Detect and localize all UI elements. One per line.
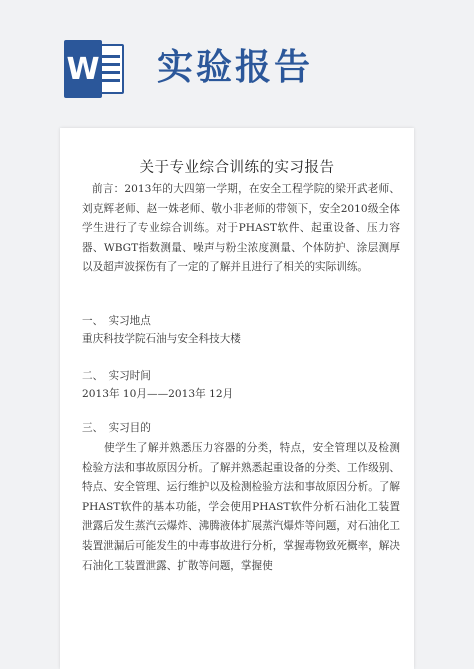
- section-content-time: 2013年 10月——2013年 12月: [82, 388, 234, 400]
- intro-paragraph: 前言：2013年的大四第一学期，在安全工程学院的梁开武老师、刘克辉老师、赵一姝老师、敬小非老师的带领下，安全2010级全体学生进行了专业综合训练。对于PHAST软件、起重设备、压力容器、WBGT指数测量、噪声与粉尘浓度测量、个体防护、涂层测厚以及超声波探伤有了一定的了解并且进行了相关的实际训练。: [82, 183, 400, 274]
- section-heading-location: 一、 实习地点: [82, 315, 151, 327]
- section-content-purpose: 使学生了解并熟悉压力容器的分类，特点，安全管理以及检测检验方法和事故原因分析。了解并熟悉起重设备的分类、工作级别、特点、安全管理、运行维护以及检测检验方法和事故原因分析。了解PHAST软件的基本功能，学会使用PHAST软件分析石油化工装置泄露后发生蒸汽云爆炸、沸腾液体扩展蒸汽爆炸等问题，对石油化工装置泄漏后可能发生的中毒事故进行分析，掌握毒物致死概率，解决石油化工装置泄露、扩散等问题，掌握使: [82, 442, 400, 572]
- document-page: [60, 128, 414, 669]
- word-logo-icon: [64, 40, 126, 98]
- section-heading-time: 二、 实习时间: [82, 370, 151, 382]
- banner-title: 实验报告: [157, 47, 314, 88]
- banner: [0, 0, 474, 118]
- section-content-location: 重庆科技学院石油与安全科技大楼: [82, 333, 241, 345]
- word-badge: W: [64, 40, 102, 98]
- document-title: 关于专业综合训练的实习报告: [139, 160, 335, 176]
- section-heading-purpose: 三、 实习目的: [82, 422, 151, 434]
